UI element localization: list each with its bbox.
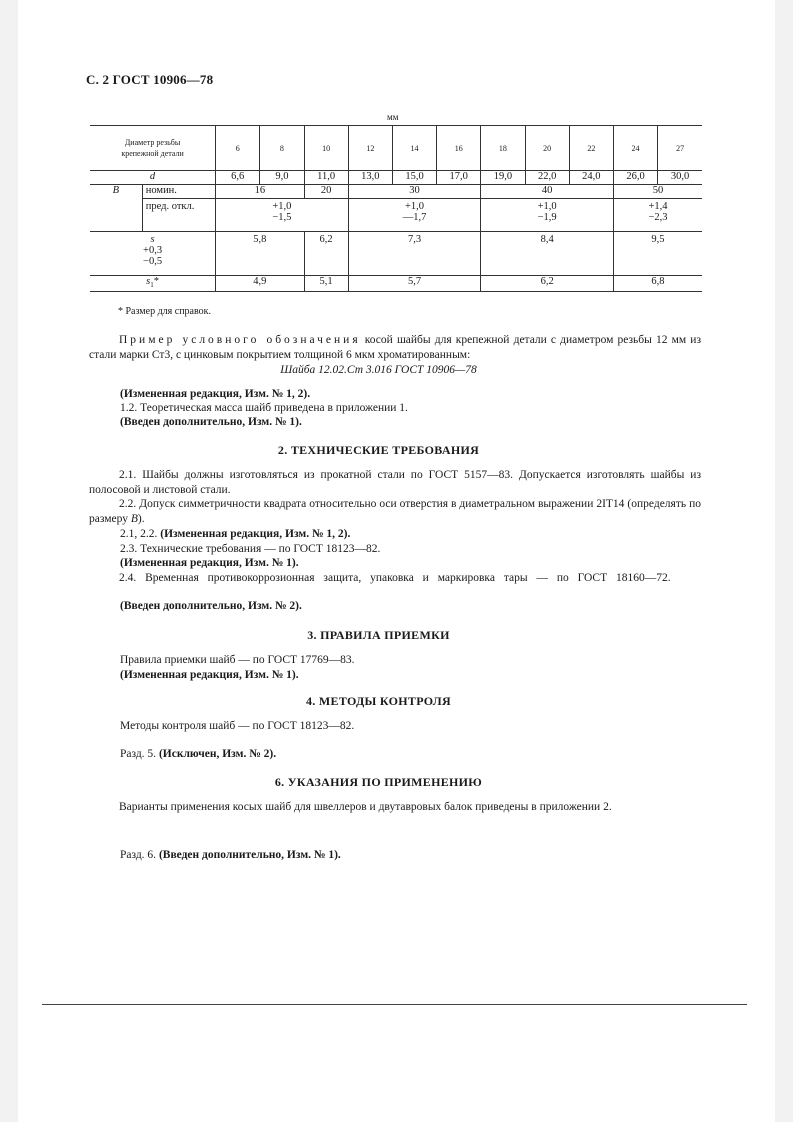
table-cell: 22,0 bbox=[525, 171, 569, 185]
table-cell: 20 bbox=[304, 185, 348, 199]
section-6-note: Разд. 6. (Введен дополнительно, Изм. № 1). bbox=[120, 849, 341, 861]
table-cell: +1,0 −1,5 bbox=[216, 199, 349, 232]
page-header: С. 2 ГОСТ 10906—78 bbox=[86, 72, 214, 87]
clause-2-1-2-2-note: 2.1, 2.2. (Измененная редакция, Изм. № 1, 2). bbox=[120, 528, 351, 540]
table-cell: 6,2 bbox=[304, 232, 348, 276]
row-label-b: B bbox=[90, 185, 142, 232]
table-cell: 11,0 bbox=[304, 171, 348, 185]
table-cell: 4,9 bbox=[216, 276, 304, 292]
table-cell: 19,0 bbox=[481, 171, 525, 185]
dimensions-table bbox=[90, 125, 702, 292]
row-label-d: d bbox=[90, 171, 216, 185]
clause-2-4-note: (Введен дополнительно, Изм. № 2). bbox=[120, 600, 302, 612]
table-footnote: * Размер для справок. bbox=[118, 306, 211, 317]
table-cell: 26,0 bbox=[613, 171, 657, 185]
table-row-s bbox=[90, 232, 702, 276]
table-row-d bbox=[90, 171, 702, 185]
thread-diameter-header: Диаметр резьбы крепежной детали bbox=[90, 126, 216, 171]
table-cell: 5,8 bbox=[216, 232, 304, 276]
clause-2-2: 2.2. Допуск симметричности квадрата относительно оси отверстия в диаметральном выражении 2IT14 (определять по размеру B). bbox=[89, 498, 701, 525]
example-paragraph: Пример условного обозначения косой шайбы для крепежной детали с диаметром резьбы 12 мм из стали марки Ст3, с цинковым покрытием толщиной 6 мкм хроматированным: bbox=[89, 334, 701, 361]
table-cell: +1,0 −1,9 bbox=[481, 199, 614, 232]
clause-2-4: 2.4. Временная противокоррозионная защита, упаковка и маркировка тары — по ГОСТ 18160—72. bbox=[119, 572, 671, 584]
example-designation: Шайба 12.02.Ст 3.016 ГОСТ 10906—78 bbox=[280, 364, 477, 376]
table-cell: 30 bbox=[348, 185, 481, 199]
table-cell: 10 bbox=[304, 126, 348, 171]
table-cell: +1,0 —1,7 bbox=[348, 199, 481, 232]
clause-2-3: 2.3. Технические требования — по ГОСТ 18123—82. bbox=[120, 543, 381, 555]
table-row-b-nominal bbox=[90, 185, 702, 199]
table-cell: 17,0 bbox=[437, 171, 481, 185]
added-note: (Введен дополнительно, Изм. № 1). bbox=[120, 416, 302, 428]
table-header-row bbox=[90, 126, 702, 171]
edit-note: (Измененная редакция, Изм. № 1, 2). bbox=[120, 388, 311, 400]
row-label-s: s +0,3 −0,5 bbox=[90, 232, 216, 276]
row-label-s1: $s_1*$ bbox=[90, 276, 216, 292]
table-cell: 6,6 bbox=[216, 171, 260, 185]
table-row-b-tolerance bbox=[90, 199, 702, 232]
table-cell: 16 bbox=[437, 126, 481, 171]
unit-label: мм bbox=[387, 112, 399, 122]
section-4-text: Методы контроля шайб — по ГОСТ 18123—82. bbox=[120, 720, 355, 732]
table-cell: 8,4 bbox=[481, 232, 614, 276]
clause-2-1: 2.1. Шайбы должны изготовляться из прокатной стали по ГОСТ 5157—83. Допускается изготовлять шайбы из полосовой и листовой стали. bbox=[89, 469, 701, 496]
section-5-note: Разд. 5. (Исключен, Изм. № 2). bbox=[120, 748, 277, 760]
table-cell: 27 bbox=[658, 126, 702, 171]
section-6-title: 6. УКАЗАНИЯ ПО ПРИМЕНЕНИЮ bbox=[274, 775, 483, 789]
table-cell: 9,5 bbox=[613, 232, 702, 276]
section-3-text: Правила приемки шайб — по ГОСТ 17769—83. bbox=[120, 654, 355, 666]
section-2-title: 2. ТЕХНИЧЕСКИЕ ТРЕБОВАНИЯ bbox=[277, 443, 480, 457]
row-label-tolerance: пред. откл. bbox=[142, 199, 215, 232]
table-cell: 12 bbox=[348, 126, 392, 171]
table-cell: 24 bbox=[613, 126, 657, 171]
table-cell: 6,8 bbox=[613, 276, 702, 292]
table-cell: 7,3 bbox=[348, 232, 481, 276]
table-cell: 9,0 bbox=[260, 171, 304, 185]
table-cell: 50 bbox=[613, 185, 702, 199]
table-cell: 24,0 bbox=[569, 171, 613, 185]
table-cell: 5,7 bbox=[348, 276, 481, 292]
section-3-title: 3. ПРАВИЛА ПРИЕМКИ bbox=[307, 628, 450, 642]
table-cell: 18 bbox=[481, 126, 525, 171]
page-bottom-rule bbox=[42, 1004, 747, 1005]
clause-1-2: 1.2. Теоретическая масса шайб приведена в приложении 1. bbox=[120, 402, 408, 414]
table-cell: 8 bbox=[260, 126, 304, 171]
table-cell: 13,0 bbox=[348, 171, 392, 185]
table-cell: 40 bbox=[481, 185, 614, 199]
table-cell: 20 bbox=[525, 126, 569, 171]
table-cell: 22 bbox=[569, 126, 613, 171]
table-cell: 16 bbox=[216, 185, 304, 199]
table-cell: 6 bbox=[216, 126, 260, 171]
clause-2-3-note: (Измененная редакция, Изм. № 1). bbox=[120, 557, 299, 569]
table-row-s1 bbox=[90, 276, 702, 292]
section-6-text: Варианты применения косых шайб для швеллеров и двутавровых балок приведены в приложении 2. bbox=[119, 801, 612, 813]
table-cell: 15,0 bbox=[392, 171, 436, 185]
table-cell: 6,2 bbox=[481, 276, 614, 292]
table-cell: 14 bbox=[392, 126, 436, 171]
table-cell: 30,0 bbox=[658, 171, 702, 185]
section-3-note: (Измененная редакция, Изм. № 1). bbox=[120, 669, 299, 681]
row-label-nominal: номин. bbox=[142, 185, 215, 199]
section-4-title: 4. МЕТОДЫ КОНТРОЛЯ bbox=[305, 694, 452, 708]
table-cell: +1,4 −2,3 bbox=[613, 199, 702, 232]
table-cell: 5,1 bbox=[304, 276, 348, 292]
